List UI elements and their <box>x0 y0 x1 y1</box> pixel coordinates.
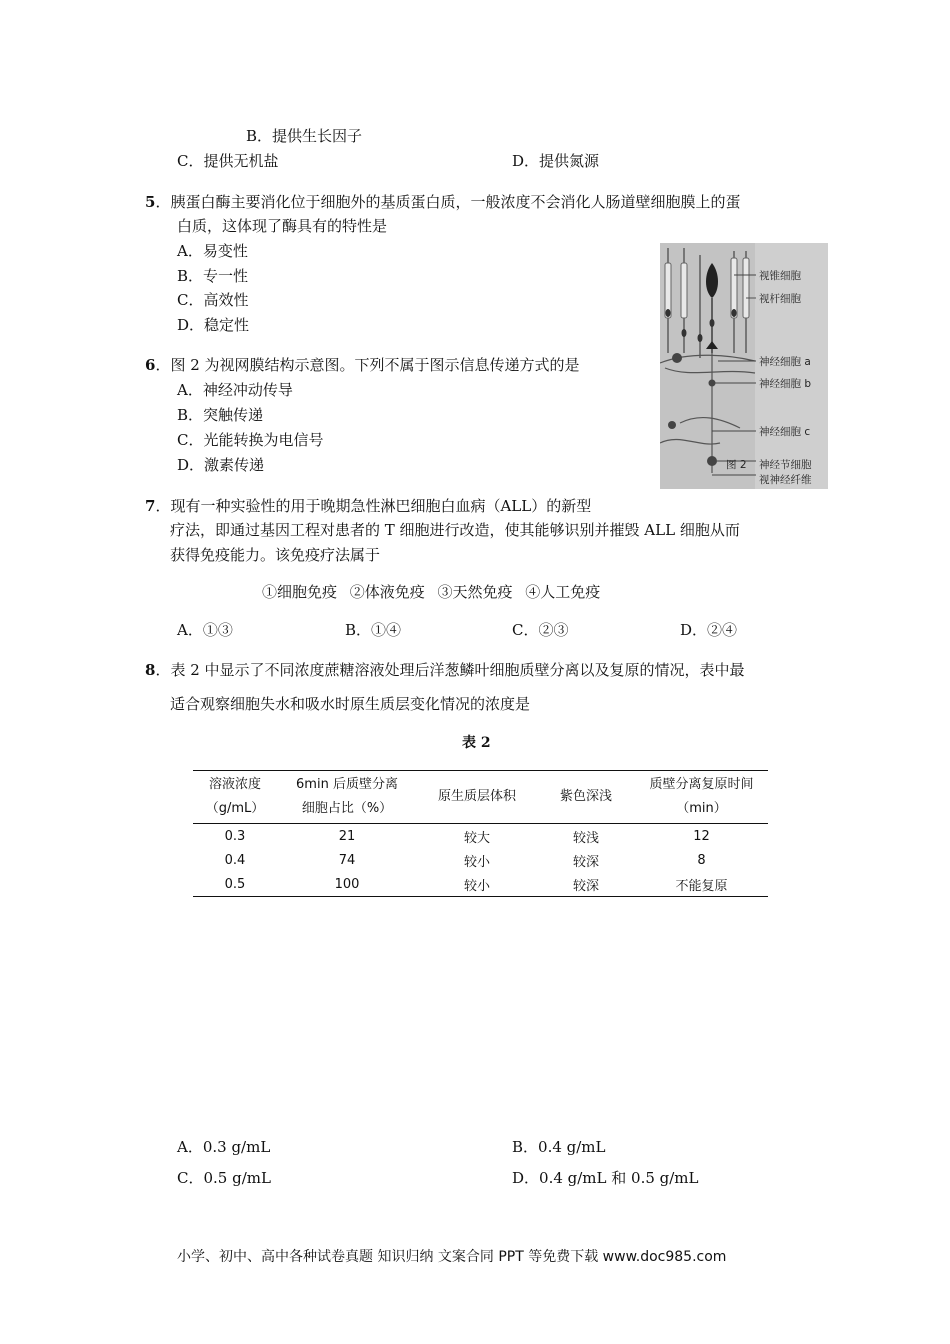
q8-stem-line1 <box>145 660 745 680</box>
q6-option-b: B．突触传递 <box>177 406 264 424</box>
q7-stem-line3: 获得免疫能力。该免疫疗法属于 <box>170 546 381 564</box>
q5-option-d: D．稳定性 <box>177 316 250 334</box>
q4-option-c: C．提供无机盐 <box>177 152 279 170</box>
q5-stem-line1 <box>145 192 740 212</box>
q7-option-a: A．①③ <box>177 621 233 639</box>
table-row <box>193 848 768 872</box>
table-cell: 0.4 <box>224 852 246 868</box>
header-protoplast-volume: 原生质层体积 <box>437 789 516 804</box>
q6-option-a: A．神经冲动传导 <box>177 381 293 399</box>
label-nerve-cell-c: 神经细胞 c <box>759 426 811 438</box>
q7-option-c: C．②③ <box>512 621 569 639</box>
q8-stem-text1: ．表 2 中显示了不同浓度蔗糖溶液处理后洋葱鳞叶细胞质壁分离以及复原的情况，表中最 <box>155 661 745 679</box>
label-ganglion-cell: 神经节细胞 <box>759 459 812 471</box>
q7-option-b: B．①④ <box>345 621 402 639</box>
q7-stem-text1: ．现有一种实验性的用于晚期急性淋巴细胞白血病（ALL）的新型 <box>155 497 592 515</box>
retina-diagram-figure <box>660 243 828 489</box>
header-purple-depth: 紫色深浅 <box>559 789 612 804</box>
q6-number: 6 <box>145 356 156 374</box>
table-cell: 0.5 <box>224 876 246 892</box>
table-cell: 74 <box>338 852 356 868</box>
q4-option-d: D．提供氮源 <box>512 152 600 170</box>
table-cell: 100 <box>334 876 360 892</box>
q6-stem-text: ．图 2 为视网膜结构示意图。下列不属于图示信息传递方式的是 <box>155 356 580 374</box>
q5-stem-text1: ．胰蛋白酶主要消化位于细胞外的基质蛋白质，一般浓度不会消化人肠道壁细胞膜上的蛋 <box>155 193 741 211</box>
table-cell: 0.3 <box>224 828 246 844</box>
q8-option-b: B．0.4 g/mL <box>512 1138 606 1156</box>
header-recovery-time: 质壁分离复原时间 （min） <box>649 777 754 816</box>
table-cell: 较深 <box>572 878 599 894</box>
q5-stem-line2: 白质，这体现了酶具有的特性是 <box>177 217 388 235</box>
table-cell: 较小 <box>463 854 490 870</box>
q7-option-d: D．②④ <box>680 621 738 639</box>
q5-option-c: C．高效性 <box>177 291 249 309</box>
q8-stem-line2: 适合观察细胞失水和吸水时原生质层变化情况的浓度是 <box>170 695 531 713</box>
q5-option-b: B．专一性 <box>177 267 249 285</box>
figure-number-label: 图 2 <box>726 459 747 471</box>
label-optic-nerve-fiber: 视神经纤维 <box>759 474 812 486</box>
label-cone-cell: 视锥细胞 <box>759 270 801 282</box>
q4-option-b: B．提供生长因子 <box>246 127 363 145</box>
table-row <box>193 824 768 849</box>
q8-option-d: D．0.4 g/mL 和 0.5 g/mL <box>512 1169 699 1187</box>
page-footer: 小学、初中、高中各种试卷真题 知识归纳 文案合同 PPT 等免费下载 www.doc985.com <box>177 1249 727 1265</box>
q5-option-a: A．易变性 <box>177 242 248 260</box>
table-row <box>193 872 768 897</box>
q5-number: 5 <box>145 193 156 211</box>
table-cell: 21 <box>338 828 356 844</box>
q7-statement-items: ①细胞免疫 ②体液免疫 ③天然免疫 ④人工免疫 <box>262 583 601 601</box>
table-cell: 8 <box>697 852 706 868</box>
table-header-row <box>193 771 768 824</box>
header-plasmolysis-ratio: 6min 后质壁分离 细胞占比（%） <box>296 777 398 816</box>
q7-stem-line1 <box>145 496 591 516</box>
q8-option-c: C．0.5 g/mL <box>177 1169 271 1187</box>
label-rod-cell: 视杆细胞 <box>759 293 801 305</box>
label-nerve-cell-b: 神经细胞 b <box>759 378 812 390</box>
q7-number: 7 <box>145 497 156 515</box>
q8-number: 8 <box>145 661 156 679</box>
table-cell: 不能复原 <box>675 878 728 894</box>
table-cell: 12 <box>693 828 710 844</box>
table-cell: 较小 <box>463 878 490 894</box>
table-cell: 较深 <box>572 854 599 870</box>
table-cell: 较浅 <box>572 830 599 846</box>
table2-caption: 表 2 <box>462 735 491 751</box>
table2 <box>193 770 768 897</box>
q6-option-d: D．激素传递 <box>177 456 265 474</box>
header-concentration: 溶液浓度 （g/mL） <box>205 777 265 816</box>
q6-option-c: C．光能转换为电信号 <box>177 431 324 449</box>
label-nerve-cell-a: 神经细胞 a <box>759 356 811 368</box>
q7-stem-line2: 疗法，即通过基因工程对患者的 T 细胞进行改造，使其能够识别并摧毁 ALL 细胞从而 <box>170 521 740 539</box>
q8-option-a: A．0.3 g/mL <box>177 1138 271 1156</box>
table-cell: 较大 <box>463 830 490 846</box>
q6-stem <box>145 355 580 375</box>
